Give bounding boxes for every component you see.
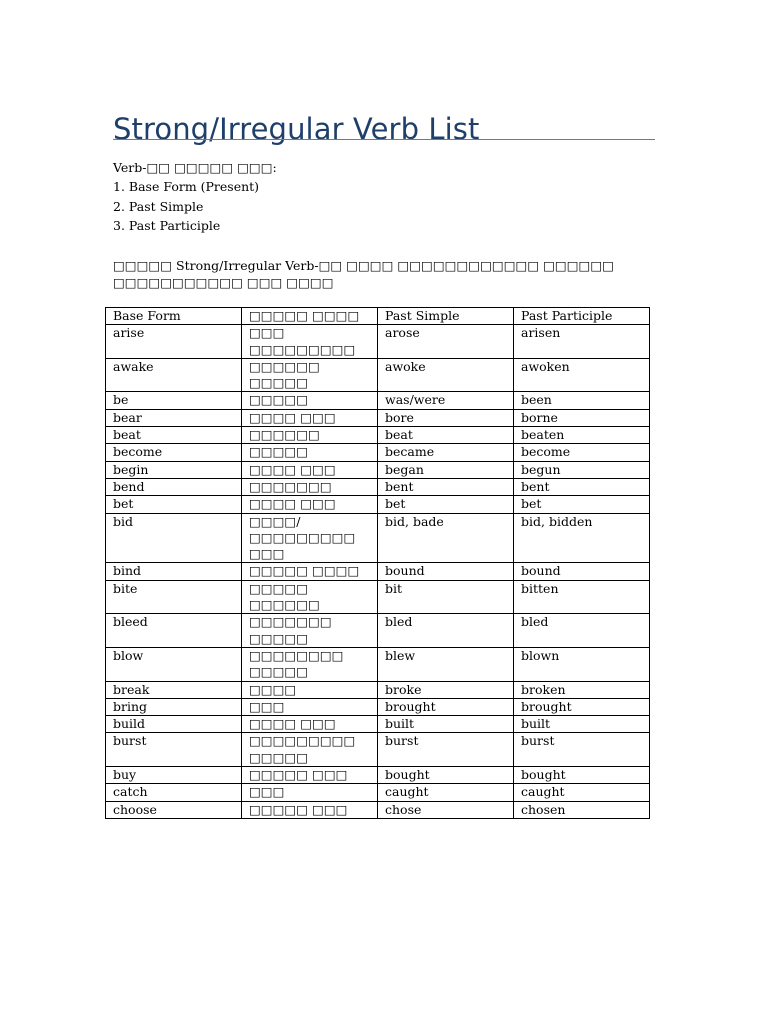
table-row bbox=[106, 681, 650, 698]
form-item: 1. Base Form (Present) bbox=[113, 179, 260, 195]
intro-section bbox=[113, 158, 653, 235]
cell-past-simple: bent bbox=[378, 478, 514, 495]
cell-past-simple: chose bbox=[378, 801, 514, 818]
cell-past-participle: broken bbox=[514, 681, 650, 698]
cell-past-simple: bet bbox=[378, 496, 514, 513]
cell-base-form: be bbox=[106, 392, 242, 409]
cell-base-form: begin bbox=[106, 461, 242, 478]
cell-past-participle: bet bbox=[514, 496, 650, 513]
description-paragraph: □□□□□ Strong/Irregular Verb-□□ □□□□ □□□□□□□□□□□□ □□□□□□ □□□□□□□□□□□ □□□ □□□□ bbox=[113, 258, 614, 290]
cell-base-form: burst bbox=[106, 733, 242, 767]
cell-past-participle: bitten bbox=[514, 580, 650, 614]
cell-past-participle: begun bbox=[514, 461, 650, 478]
cell-past-participle: burst bbox=[514, 733, 650, 767]
cell-past-participle: bought bbox=[514, 767, 650, 784]
cell-past-participle: bent bbox=[514, 478, 650, 495]
cell-meaning: □□□□□ □□□□ bbox=[242, 563, 378, 580]
cell-past-simple: bound bbox=[378, 563, 514, 580]
table-row bbox=[106, 496, 650, 513]
cell-past-participle: chosen bbox=[514, 801, 650, 818]
table-row bbox=[106, 513, 650, 563]
cell-meaning: □□□□ bbox=[242, 681, 378, 698]
cell-past-simple: broke bbox=[378, 681, 514, 698]
header-base-form: Base Form bbox=[106, 308, 242, 325]
cell-base-form: bind bbox=[106, 563, 242, 580]
table-row bbox=[106, 784, 650, 801]
cell-meaning: □□□ bbox=[242, 784, 378, 801]
cell-base-form: bleed bbox=[106, 614, 242, 648]
header-meaning: □□□□□ □□□□ bbox=[242, 308, 378, 325]
verb-table bbox=[105, 307, 650, 819]
cell-meaning: □□□□ □□□ bbox=[242, 461, 378, 478]
cell-meaning: □□□□ □□□ bbox=[242, 496, 378, 513]
cell-meaning: □□□□□□ □□□□□ bbox=[242, 358, 378, 392]
form-item: 3. Past Participle bbox=[113, 217, 221, 233]
cell-past-participle: brought bbox=[514, 698, 650, 715]
cell-base-form: awake bbox=[106, 358, 242, 392]
cell-base-form: become bbox=[106, 444, 242, 461]
cell-base-form: bite bbox=[106, 580, 242, 614]
cell-base-form: bid bbox=[106, 513, 242, 563]
cell-past-simple: blew bbox=[378, 647, 514, 681]
cell-base-form: beat bbox=[106, 427, 242, 444]
cell-meaning: □□□□□□□ bbox=[242, 478, 378, 495]
cell-past-participle: arisen bbox=[514, 325, 650, 359]
table-row bbox=[106, 325, 650, 359]
table-row bbox=[106, 461, 650, 478]
cell-past-simple: was/were bbox=[378, 392, 514, 409]
cell-past-simple: awoke bbox=[378, 358, 514, 392]
cell-base-form: catch bbox=[106, 784, 242, 801]
title-divider bbox=[113, 139, 655, 140]
cell-base-form: bet bbox=[106, 496, 242, 513]
cell-meaning: □□□□ □□□ bbox=[242, 409, 378, 426]
table-row bbox=[106, 444, 650, 461]
table-row bbox=[106, 563, 650, 580]
cell-past-simple: brought bbox=[378, 698, 514, 715]
cell-past-simple: bled bbox=[378, 614, 514, 648]
table-row bbox=[106, 427, 650, 444]
cell-past-participle: been bbox=[514, 392, 650, 409]
cell-past-simple: caught bbox=[378, 784, 514, 801]
cell-base-form: arise bbox=[106, 325, 242, 359]
cell-meaning: □□□□□ □□□□□□ bbox=[242, 580, 378, 614]
cell-meaning: □□□ □□□□□□□□□ bbox=[242, 325, 378, 359]
table-row bbox=[106, 478, 650, 495]
cell-meaning: □□□□ □□□ bbox=[242, 716, 378, 733]
table-row bbox=[106, 392, 650, 409]
cell-past-participle: bid, bidden bbox=[514, 513, 650, 563]
cell-base-form: blow bbox=[106, 647, 242, 681]
cell-meaning: □□□□□□□□ □□□□□ bbox=[242, 647, 378, 681]
cell-base-form: build bbox=[106, 716, 242, 733]
table-row bbox=[106, 647, 650, 681]
cell-past-participle: blown bbox=[514, 647, 650, 681]
cell-base-form: bend bbox=[106, 478, 242, 495]
form-item: 2. Past Simple bbox=[113, 198, 204, 214]
cell-base-form: choose bbox=[106, 801, 242, 818]
cell-base-form: buy bbox=[106, 767, 242, 784]
cell-base-form: bring bbox=[106, 698, 242, 715]
cell-past-participle: awoken bbox=[514, 358, 650, 392]
table-row bbox=[106, 698, 650, 715]
cell-meaning: □□□□□ bbox=[242, 392, 378, 409]
cell-past-participle: beaten bbox=[514, 427, 650, 444]
cell-past-participle: caught bbox=[514, 784, 650, 801]
page-title: Strong/Irregular Verb List bbox=[113, 112, 480, 147]
header-past-participle: Past Participle bbox=[514, 308, 650, 325]
cell-base-form: break bbox=[106, 681, 242, 698]
table-row bbox=[106, 733, 650, 767]
cell-meaning: □□□□□ □□□ bbox=[242, 767, 378, 784]
cell-past-simple: bit bbox=[378, 580, 514, 614]
cell-past-simple: burst bbox=[378, 733, 514, 767]
cell-past-participle: become bbox=[514, 444, 650, 461]
table-row bbox=[106, 580, 650, 614]
cell-past-simple: bid, bade bbox=[378, 513, 514, 563]
cell-past-simple: built bbox=[378, 716, 514, 733]
cell-past-simple: bore bbox=[378, 409, 514, 426]
cell-past-participle: built bbox=[514, 716, 650, 733]
cell-past-simple: began bbox=[378, 461, 514, 478]
table-row bbox=[106, 716, 650, 733]
cell-past-simple: beat bbox=[378, 427, 514, 444]
cell-meaning: □□□ bbox=[242, 698, 378, 715]
cell-meaning: □□□□□□ bbox=[242, 427, 378, 444]
table-row bbox=[106, 801, 650, 818]
intro-heading: Verb-□□ □□□□□ □□□: bbox=[113, 160, 277, 175]
table-row bbox=[106, 614, 650, 648]
cell-meaning: □□□□□ □□□ bbox=[242, 801, 378, 818]
cell-meaning: □□□□□ bbox=[242, 444, 378, 461]
cell-past-participle: bound bbox=[514, 563, 650, 580]
table-row bbox=[106, 767, 650, 784]
cell-base-form: bear bbox=[106, 409, 242, 426]
cell-past-participle: borne bbox=[514, 409, 650, 426]
cell-past-simple: became bbox=[378, 444, 514, 461]
table-row bbox=[106, 409, 650, 426]
cell-past-participle: bled bbox=[514, 614, 650, 648]
cell-meaning: □□□□□□□ □□□□□ bbox=[242, 614, 378, 648]
cell-past-simple: bought bbox=[378, 767, 514, 784]
header-past-simple: Past Simple bbox=[378, 308, 514, 325]
cell-meaning: □□□□/□□□□□□□□□ □□□ bbox=[242, 513, 378, 563]
cell-meaning: □□□□□□□□□ □□□□□ bbox=[242, 733, 378, 767]
table-row bbox=[106, 358, 650, 392]
cell-past-simple: arose bbox=[378, 325, 514, 359]
table-header-row bbox=[106, 308, 650, 325]
